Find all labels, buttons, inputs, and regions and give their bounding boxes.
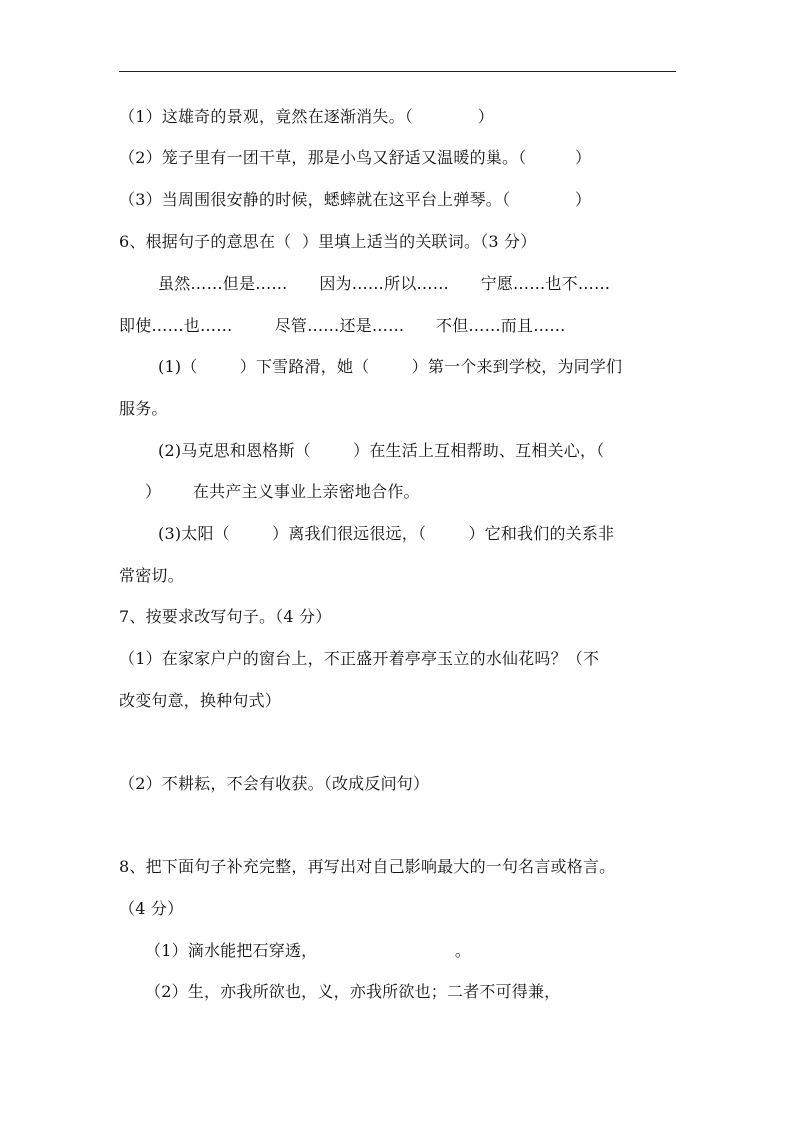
- text-line: 即使……也…… 尽管……还是…… 不但……而且……: [119, 316, 566, 335]
- text-line: （2）生，亦我所欲也，义，亦我所欲也；二者不可得兼，: [145, 982, 561, 1001]
- text-line: 6、根据句子的意思在（ ）里填上适当的关联词。（3 分）: [119, 232, 537, 251]
- text-line: （1）在家家户户的窗台上，不正盛开着亭亭玉立的水仙花吗？（不: [119, 649, 600, 668]
- header-rule: [119, 71, 676, 72]
- text-line: （1）滴水能把石穿透， 。: [145, 941, 472, 960]
- text-line: (3)太阳（ ）离我们很远很远，（ ）它和我们的关系非: [158, 524, 615, 543]
- text-line: 常密切。: [119, 566, 184, 585]
- text-line: 服务。: [119, 399, 168, 418]
- text-line: （3）当周围很安静的时候，蟋蟀就在这平台上弹琴。（ ）: [119, 190, 592, 209]
- text-line: （2）不耕耘，不会有收获。（改成反问句）: [119, 774, 430, 793]
- text-line: （4 分）: [119, 899, 184, 918]
- text-line: 虽然……但是…… 因为……所以…… 宁愿……也不……: [158, 274, 611, 293]
- text-line: (1)（ ）下雪路滑，她（ ）第一个来到学校，为同学们: [158, 357, 623, 376]
- text-line: (2)马克思和恩格斯（ ）在生活上互相帮助、互相关心，（: [158, 441, 605, 460]
- text-line: （1）这雄奇的景观，竟然在逐渐消失。（ ）: [119, 107, 494, 126]
- text-line: （2）笼子里有一团干草，那是小鸟又舒适又温暖的巢。（ ）: [119, 148, 592, 167]
- text-line: ） 在共产主义事业上亲密地合作。: [145, 482, 420, 501]
- text-line: 7、按要求改写句子。（4 分）: [119, 607, 332, 626]
- text-line: 改变句意，换种句式）: [119, 691, 282, 710]
- text-line: 8、把下面句子补充完整，再写出对自己影响最大的一句名言或格言。: [119, 857, 616, 876]
